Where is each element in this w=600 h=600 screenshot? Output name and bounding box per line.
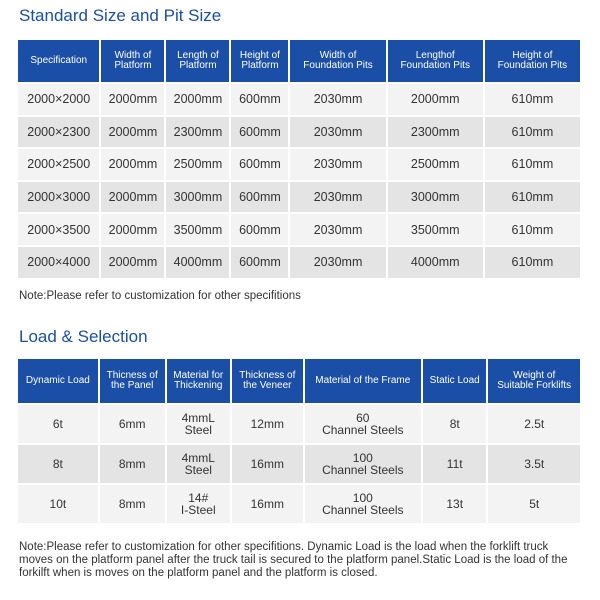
table-cell: 2000mm xyxy=(101,149,164,180)
cell-text-line: Channel Steels xyxy=(322,463,404,477)
table-cell: 2300mm xyxy=(166,117,229,148)
cell-text-line: 4mmL xyxy=(181,411,215,425)
standard-size-title: Standard Size and Pit Size xyxy=(19,6,222,25)
table-cell xyxy=(18,445,98,483)
table-row xyxy=(18,485,580,523)
table-cell: 2000×2000 xyxy=(18,84,99,115)
table-cell: 2030mm xyxy=(290,214,385,245)
table-cell: 610mm xyxy=(485,247,580,278)
cell-text-line: 4mmL xyxy=(181,451,215,465)
column-header xyxy=(290,40,385,82)
cell-text-line: 8t xyxy=(52,457,63,471)
cell-text-line: Channel Steels xyxy=(322,503,404,517)
table-cell: 2000mm xyxy=(101,182,164,213)
table-cell xyxy=(305,485,421,523)
load-selection-table xyxy=(16,357,582,525)
table-cell: 600mm xyxy=(231,117,288,148)
cell-text-line: Thicness of xyxy=(106,370,158,381)
cell-text-line: the Panel xyxy=(111,380,154,391)
cell-text-line: 10t xyxy=(49,497,67,511)
table-cell: 610mm xyxy=(485,149,580,180)
cell-text-line: 6mm xyxy=(118,417,146,431)
table-cell: 600mm xyxy=(231,149,288,180)
table-cell: 2000mm xyxy=(101,214,164,245)
table-cell xyxy=(100,445,165,483)
cell-text-line: Foundation Pits xyxy=(400,60,470,71)
cell-text-line: 5t xyxy=(529,497,540,511)
column-header xyxy=(485,40,580,82)
table-cell: 600mm xyxy=(231,214,288,245)
table-cell xyxy=(167,485,230,523)
table-row xyxy=(18,149,580,180)
table-row xyxy=(18,247,580,278)
cell-text-line: Steel xyxy=(184,463,212,477)
table-cell: 600mm xyxy=(231,182,288,213)
table-cell: 3500mm xyxy=(166,214,229,245)
cell-text-line: Width of xyxy=(319,50,357,61)
cell-text-line: Specification xyxy=(30,55,88,66)
table-cell: 610mm xyxy=(485,84,580,115)
table-cell xyxy=(488,445,580,483)
column-header xyxy=(488,359,580,403)
table-cell xyxy=(18,485,98,523)
cell-text-line: Height of xyxy=(239,50,280,61)
table-cell: 2000mm xyxy=(166,84,229,115)
cell-text-line: Foundation Pits xyxy=(497,60,568,71)
cell-text-line: Platform xyxy=(114,60,152,71)
cell-text-line: Length of xyxy=(177,50,219,61)
table-row xyxy=(18,405,580,443)
table-cell: 4000mm xyxy=(388,247,483,278)
cell-text-line: 12mm xyxy=(250,417,284,431)
table-cell: 2030mm xyxy=(290,84,385,115)
column-header xyxy=(167,359,230,403)
cell-text-line: Steel xyxy=(184,423,212,437)
cell-text-line: 8t xyxy=(449,417,460,431)
table-cell: 2300mm xyxy=(388,117,483,148)
column-header xyxy=(231,40,288,82)
table-cell xyxy=(232,405,303,443)
cell-text-line: 60 xyxy=(356,411,370,425)
cell-text-line: Width of xyxy=(114,50,152,61)
table-cell xyxy=(305,445,421,483)
cell-text-line: Dynamic Load xyxy=(25,375,90,386)
table-cell xyxy=(232,445,303,483)
table-cell: 4000mm xyxy=(166,247,229,278)
table-cell xyxy=(167,445,230,483)
standard-size-note: Note:Please refer to customization for other specifitions xyxy=(19,290,301,302)
cell-text-line: Material for xyxy=(173,370,224,381)
standard-size-table xyxy=(16,38,582,280)
table-cell xyxy=(488,405,580,443)
cell-text-line: Material of the Frame xyxy=(315,375,411,386)
table-cell xyxy=(18,405,98,443)
cell-text-line: 16mm xyxy=(250,497,284,511)
column-header xyxy=(305,359,421,403)
table-header-row xyxy=(18,40,580,82)
table-cell: 600mm xyxy=(231,247,288,278)
table-cell: 610mm xyxy=(485,214,580,245)
column-header xyxy=(388,40,483,82)
table-cell: 600mm xyxy=(231,84,288,115)
cell-text-line: the Veneer xyxy=(243,380,292,391)
table-cell xyxy=(423,405,486,443)
cell-text-line: 3.5t xyxy=(524,457,545,471)
table-cell: 610mm xyxy=(485,182,580,213)
cell-text-line: Thickness of xyxy=(239,370,296,381)
load-selection-note: Note:Please refer to customization for other specifitions. Dynamic Load is the load when the forklift truck moves on the platform panel after the truck tail is secured to the platform panel.Static Load is the load of the forkilft when is moves on the platform panel and the platform is closed. xyxy=(19,541,568,579)
table-cell: 2500mm xyxy=(388,149,483,180)
cell-text-line: 14# xyxy=(188,491,209,505)
cell-text-line: 11t xyxy=(446,457,463,471)
table-cell xyxy=(167,405,230,443)
column-header xyxy=(100,359,165,403)
table-cell: 2030mm xyxy=(290,117,385,148)
cell-text-line: 8mm xyxy=(118,497,146,511)
cell-text-line: Foundation Pits xyxy=(303,60,373,71)
cell-text-line: Suitable Forklifts xyxy=(497,380,572,391)
table-cell: 2030mm xyxy=(290,247,385,278)
table-cell xyxy=(232,485,303,523)
table-row xyxy=(18,84,580,115)
cell-text-line: 8mm xyxy=(118,457,146,471)
table-cell: 610mm xyxy=(485,117,580,148)
table-row xyxy=(18,182,580,213)
table-cell: 3000mm xyxy=(166,182,229,213)
table-cell: 2000×4000 xyxy=(18,247,99,278)
cell-text-line: I-Steel xyxy=(180,503,216,517)
load-selection-title: Load & Selection xyxy=(19,327,148,346)
table-cell xyxy=(100,485,165,523)
table-cell: 2000×2500 xyxy=(18,149,99,180)
table-cell: 3500mm xyxy=(388,214,483,245)
column-header xyxy=(18,40,99,82)
table-row xyxy=(18,445,580,483)
table-cell xyxy=(423,445,486,483)
table-cell: 2000mm xyxy=(388,84,483,115)
cell-text-line: Weight of xyxy=(513,370,556,381)
column-header xyxy=(423,359,486,403)
cell-text-line: Platform xyxy=(179,60,217,71)
column-header xyxy=(101,40,164,82)
cell-text-line: Lengthof xyxy=(415,50,455,61)
cell-text-line: Height of xyxy=(512,50,553,61)
cell-text-line: Platform xyxy=(241,60,279,71)
table-row xyxy=(18,117,580,148)
cell-text-line: 100 xyxy=(352,491,373,505)
table-cell: 2000mm xyxy=(101,117,164,148)
table-cell: 3000mm xyxy=(388,182,483,213)
table-cell xyxy=(305,405,421,443)
table-cell: 2000×3000 xyxy=(18,182,99,213)
table-cell: 2500mm xyxy=(166,149,229,180)
table-header-row xyxy=(18,359,580,403)
cell-text-line: Channel Steels xyxy=(322,423,404,437)
table-cell xyxy=(423,485,486,523)
table-cell: 2000mm xyxy=(101,84,164,115)
cell-text-line: Static Load xyxy=(429,375,480,386)
table-cell: 2000×2300 xyxy=(18,117,99,148)
table-cell xyxy=(488,485,580,523)
cell-text-line: 6t xyxy=(52,417,63,431)
table-row xyxy=(18,214,580,245)
cell-text-line: 13t xyxy=(446,497,464,511)
cell-text-line: 100 xyxy=(352,451,373,465)
table-cell: 2000mm xyxy=(101,247,164,278)
table-cell xyxy=(100,405,165,443)
cell-text-line: 16mm xyxy=(250,457,284,471)
column-header xyxy=(18,359,98,403)
column-header xyxy=(166,40,229,82)
cell-text-line: Thickening xyxy=(174,380,223,391)
table-cell: 2030mm xyxy=(290,149,385,180)
table-cell: 2030mm xyxy=(290,182,385,213)
table-cell: 2000×3500 xyxy=(18,214,99,245)
column-header xyxy=(232,359,303,403)
cell-text-line: 2.5t xyxy=(524,417,545,431)
